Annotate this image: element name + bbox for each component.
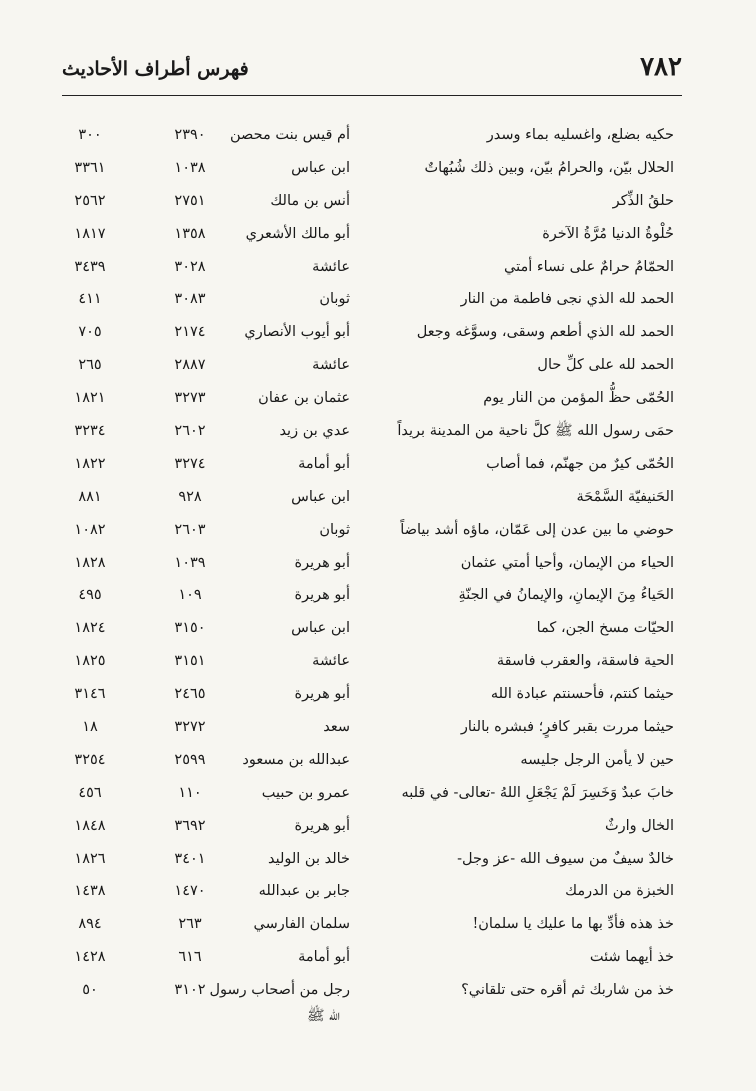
index-row [60, 846, 680, 879]
reference-number: ٥٠ [82, 982, 98, 999]
narrator-name-continued: الله ﷺ [307, 1008, 340, 1025]
narrator-name: أبو هريرة [294, 554, 350, 571]
reference-number: ١٨٢٤ [74, 620, 106, 637]
hadith-number: ٣١٠٢ [174, 982, 206, 999]
index-row [60, 188, 680, 221]
narrator-name: أبو هريرة [294, 686, 350, 703]
index-row [60, 484, 680, 517]
index-row [60, 286, 680, 319]
narrator-name: أبو أيوب الأنصاري [244, 324, 350, 341]
reference-number: ١٨ [82, 719, 98, 736]
index-row [60, 878, 680, 911]
hadith-number: ١٠٣٨ [174, 159, 206, 176]
running-title: فهرس أطراف الأحاديث [62, 58, 249, 80]
hadith-text: الحلال بيّن، والحرامُ بيّن، وبين ذلك شُبُهاتٌ [424, 159, 674, 176]
hadith-number: ١٠٩ [178, 587, 202, 604]
index-row [60, 221, 680, 254]
hadith-number: ١١٠ [178, 784, 202, 801]
hadith-text: حوضي ما بين عدن إلى عَمّان، ماؤه أشد بياضاً [400, 521, 674, 538]
hadith-number: ٣٢٧٤ [174, 455, 206, 472]
hadith-number: ٢٣٩٠ [174, 127, 206, 143]
hadith-text: خذ أيهما شئت [589, 949, 674, 966]
reference-number: ٣٣٦١ [74, 159, 106, 176]
hadith-number: ٢١٧٤ [174, 324, 206, 341]
reference-number: ٣١٤٦ [74, 686, 106, 703]
narrator-name: عثمان بن عفان [258, 390, 350, 407]
hadith-text: الحيّات مسخ الجن، كما [536, 620, 674, 637]
reference-number: ١٨٢٥ [74, 653, 106, 670]
reference-number: ٤٩٥ [78, 587, 102, 604]
narrator-name: أبو هريرة [294, 817, 350, 834]
hadith-number: ٩٢٨ [178, 488, 202, 505]
narrator-name: عائشة [312, 258, 350, 275]
hadith-text: حين لا يأمن الرجل جليسه [520, 751, 674, 768]
reference-number: ١٤٢٨ [74, 949, 106, 966]
hadith-text: حكيه بضلع، واغسليه بماء وسدر [486, 127, 674, 143]
hadith-number: ٦١٦ [178, 949, 202, 966]
index-row [60, 385, 680, 418]
hadith-text: الحمد لله الذي نجى فاطمة من النار [460, 291, 674, 308]
index-row [60, 582, 680, 615]
reference-number: ٢٦٥ [78, 357, 102, 374]
narrator-name: أم قيس بنت محصن [229, 127, 350, 143]
hadith-text: الخال وارثٌ [604, 817, 674, 834]
narrator-name: أبو أمامة [298, 949, 350, 966]
narrator-name: ثوبان [319, 291, 350, 308]
index-row [60, 615, 680, 648]
narrator-name: ثوبان [319, 521, 350, 538]
hadith-text: الحمد لله على كلِّ حال [537, 357, 674, 374]
index-row [60, 122, 680, 155]
narrator-name: عدي بن زيد [279, 423, 350, 440]
hadith-text: الخبزة من الدرمك [565, 883, 674, 900]
reference-number: ١٨٢٨ [74, 554, 106, 571]
hadith-text: الحمّامُ حرامٌ على نساء أمتي [504, 258, 674, 275]
narrator-name: رجل من أصحاب رسول [209, 982, 350, 999]
narrator-name: عائشة [312, 357, 350, 374]
hadith-text: حمَى رسول الله ﷺ كلَّ ناحية من المدينة بريداً [397, 423, 674, 440]
hadith-text: الحُمّى حظُّ المؤمن من النار يوم [483, 390, 674, 407]
hadith-number: ٣٢٧٣ [174, 390, 206, 407]
index-row [60, 681, 680, 714]
hadith-number: ٢٦٣ [178, 916, 202, 933]
reference-number: ١٨٢٢ [74, 455, 106, 472]
hadith-number: ٢٥٩٩ [174, 751, 206, 768]
hadith-text: خذ من شاربك ثم أقره حتى تلقاني؟ [461, 982, 674, 999]
reference-number: ١٤٣٨ [74, 883, 106, 900]
hadith-text: الحياء من الإيمان، وأحيا أمتي عثمان [460, 554, 674, 571]
hadith-number: ١٤٧٠ [174, 883, 206, 900]
index-row [60, 780, 680, 813]
reference-number: ٣٢٣٤ [74, 423, 106, 440]
hadith-number: ٣٤٠١ [174, 850, 206, 867]
hadith-text: حلقُ الذِّكر [612, 192, 674, 209]
reference-number: ٤٥٦ [78, 784, 102, 801]
hadith-number: ١٣٥٨ [174, 225, 206, 242]
hadith-text: خالدٌ سيفٌ من سيوف الله -عز وجل- [457, 850, 674, 867]
hadith-number: ٣١٥١ [174, 653, 206, 670]
reference-number: ٣٠٠ [78, 127, 102, 143]
narrator-name: جابر بن عبدالله [258, 883, 350, 900]
hadith-text: الحمد لله الذي أطعم وسقى، وسوَّغه وجعل [416, 324, 674, 341]
page-header [62, 52, 682, 92]
index-row [60, 648, 680, 681]
reference-number: ٨٩٤ [78, 916, 102, 933]
narrator-name: ابن عباس [291, 159, 350, 176]
index-row [60, 977, 680, 1035]
hadith-number: ٣٦٩٢ [174, 817, 206, 834]
narrator-name: ابن عباس [291, 620, 350, 637]
hadith-text: حيثما كنتم، فأحسنتم عبادة الله [490, 686, 674, 703]
index-row [60, 254, 680, 287]
hadith-text: الحُمّى كيرٌ من جهنّم، فما أصاب [486, 455, 674, 472]
reference-number: ١٠٨٢ [74, 521, 106, 538]
hadith-number: ٢٧٥١ [174, 192, 206, 209]
hadith-number: ٢٤٦٥ [174, 686, 206, 703]
index-row [60, 451, 680, 484]
index-row [60, 352, 680, 385]
narrator-name: ابن عباس [291, 488, 350, 505]
reference-number: ١٨٢١ [74, 390, 106, 407]
index-row [60, 714, 680, 747]
index-row [60, 517, 680, 550]
index-row [60, 747, 680, 780]
hadith-index-table [60, 122, 680, 1035]
narrator-name: خالد بن الوليد [267, 850, 350, 867]
hadith-number: ٣٠٨٣ [174, 291, 206, 308]
hadith-number: ٣٢٧٢ [174, 719, 206, 736]
reference-number: ٨٨١ [78, 488, 102, 505]
hadith-number: ٣٠٢٨ [174, 258, 206, 275]
index-row [60, 550, 680, 583]
reference-number: ١٨١٧ [74, 225, 106, 242]
hadith-text: الحَياءُ مِنَ الإيمانِ، والإيمانُ في الجنّةِ [458, 587, 674, 604]
hadith-number: ٣١٥٠ [174, 620, 206, 637]
reference-number: ٣٤٣٩ [74, 258, 106, 275]
reference-number: ٤١١ [78, 291, 102, 308]
narrator-name: أبو مالك الأشعري [245, 225, 350, 242]
hadith-text: الحية فاسقة، والعقرب فاسقة [496, 653, 674, 670]
hadith-number: ٢٦٠٣ [174, 521, 206, 538]
index-row [60, 813, 680, 846]
reference-number: ٣٢٥٤ [74, 751, 106, 768]
header-rule [62, 95, 682, 96]
index-row [60, 944, 680, 977]
narrator-name: أبو هريرة [294, 587, 350, 604]
hadith-text: حيثما مررت بقبر كافرٍ؛ فبشره بالنار [460, 719, 674, 736]
reference-number: ١٨٤٨ [74, 817, 106, 834]
reference-number: ١٨٢٦ [74, 850, 106, 867]
narrator-name: عمرو بن حبيب [261, 784, 350, 801]
narrator-name: عائشة [312, 653, 350, 670]
hadith-number: ٢٨٨٧ [174, 357, 206, 374]
hadith-number: ٢٦٠٢ [174, 423, 206, 440]
hadith-text: خابَ عبدٌ وَخَسِرَ لَمْ يَجْعَلِ اللهُ -تعالى- في قلبه [401, 784, 674, 801]
index-row [60, 319, 680, 352]
narrator-name: أنس بن مالك [270, 192, 350, 209]
index-row [60, 418, 680, 451]
reference-number: ٧٠٥ [78, 324, 102, 341]
narrator-name: أبو أمامة [298, 455, 350, 472]
index-row [60, 155, 680, 188]
hadith-text: الحَنيفيّة السَّمْحَة [576, 488, 674, 505]
reference-number: ٢٥٦٢ [74, 192, 106, 209]
hadith-text: حُلْوةُ الدنيا مُرَّةُ الآخرة [542, 225, 674, 242]
hadith-number: ١٠٣٩ [174, 554, 206, 571]
narrator-name: سعد [323, 719, 350, 736]
page-number: ٧٨٢ [640, 52, 682, 82]
narrator-name: عبدالله بن مسعود [242, 751, 350, 768]
index-row [60, 911, 680, 944]
narrator-name: سلمان الفارسي [253, 916, 350, 933]
hadith-text: خذ هذه فأدِّ بها ما عليك يا سلمان! [472, 916, 674, 933]
